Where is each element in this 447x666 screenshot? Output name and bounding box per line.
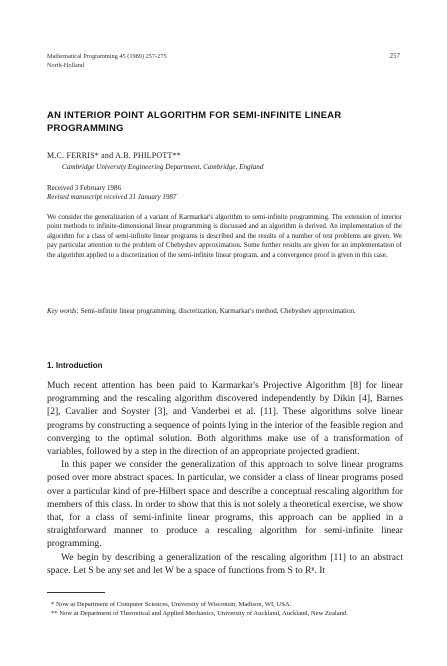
footnote: * Now at Department of Computer Sciences, University of Wisconsin, Madison, WI, USA. — [51, 601, 292, 608]
running-header — [47, 52, 167, 70]
journal-citation: Mathematical Programming 45 (1989) 257-275 — [47, 53, 167, 60]
footnotes — [47, 600, 407, 619]
paragraph: We begin by describing a generalization of the rescaling algorithm [11] to an abstract space. Let S be any set and let W be a space of functions from S to Rⁿ. It — [47, 551, 403, 576]
paragraph: Much recent attention has been paid to Karmarkar's Projective Algorithm [8] for linear programming and the rescaling algorithm discovered independently by Dikin [4], Barnes [2], Cavalier and Soyster [3], and Vanderbei et al. [11]. These algorithms solve linear programs by constructing a sequence of points lying in the interior of the feasible region and converging to the optimal solution. Both algorithms make use of a transformation of variables, followed by a step in the direction of an appropriate projected gradient. — [47, 380, 403, 458]
keywords — [47, 307, 402, 316]
author-affiliation: Cambridge University Engineering Department, Cambridge, England — [62, 163, 264, 171]
received-date: Received 3 February 1986 — [47, 184, 122, 192]
dates-block — [47, 184, 176, 202]
paragraph: In this paper we consider the generalization of this approach to solve linear programs posed over more abstract spaces. In particular, we consider a class of linear programs posed over a particular kind of pre-Hilbert space and describe a conceptual rescaling algorithm for members of this class. In order to show that this is not solely a theoretical exercise, we show that, for a class of semi-infinite linear programs, this approach can be applied in a straightforward manner to produce a rescaling algorithm for semi-infinite linear programming. — [47, 459, 403, 550]
section-heading: 1. Introduction — [47, 361, 103, 370]
footnote-divider — [47, 592, 105, 593]
abstract: We consider the generalization of a variant of Karmarkar's algorithm to semi-infinite programming. The extension of interior point methods to infinite-dimensional linear programming is discussed and an algorithm is derived. An implementation of the algorithm for a class of semi-infinite linear programs is described and the results of a number of test problems are given. We pay particular attention to the problem of Chebyshev approximation. Some further results are given for an implementation of the algorithm applied to a discretization of the semi-infinite linear program, and a convergence proof is given in this case. — [47, 213, 402, 259]
footnote: ** Now at Department of Theoretical and Applied Mechanics, University of Auckland, Auckland, New Zealand. — [51, 610, 348, 618]
keywords-text: Semi-infinite linear programming, discretization, Karmarkar's method, Chebyshev approximation. — [78, 307, 356, 315]
publisher: North-Holland — [47, 62, 85, 69]
paper-authors: M.C. FERRIS* and A.B. PHILPOTT** — [47, 151, 181, 160]
revised-date: Revised manuscript received 31 January 1987 — [47, 193, 177, 201]
body-text — [47, 379, 403, 577]
paper-title: AN INTERIOR POINT ALGORITHM FOR SEMI-INFINITE LINEAR PROGRAMMING — [47, 109, 342, 133]
keywords-label: Key words: — [47, 307, 79, 315]
page-number: 257 — [389, 52, 400, 60]
